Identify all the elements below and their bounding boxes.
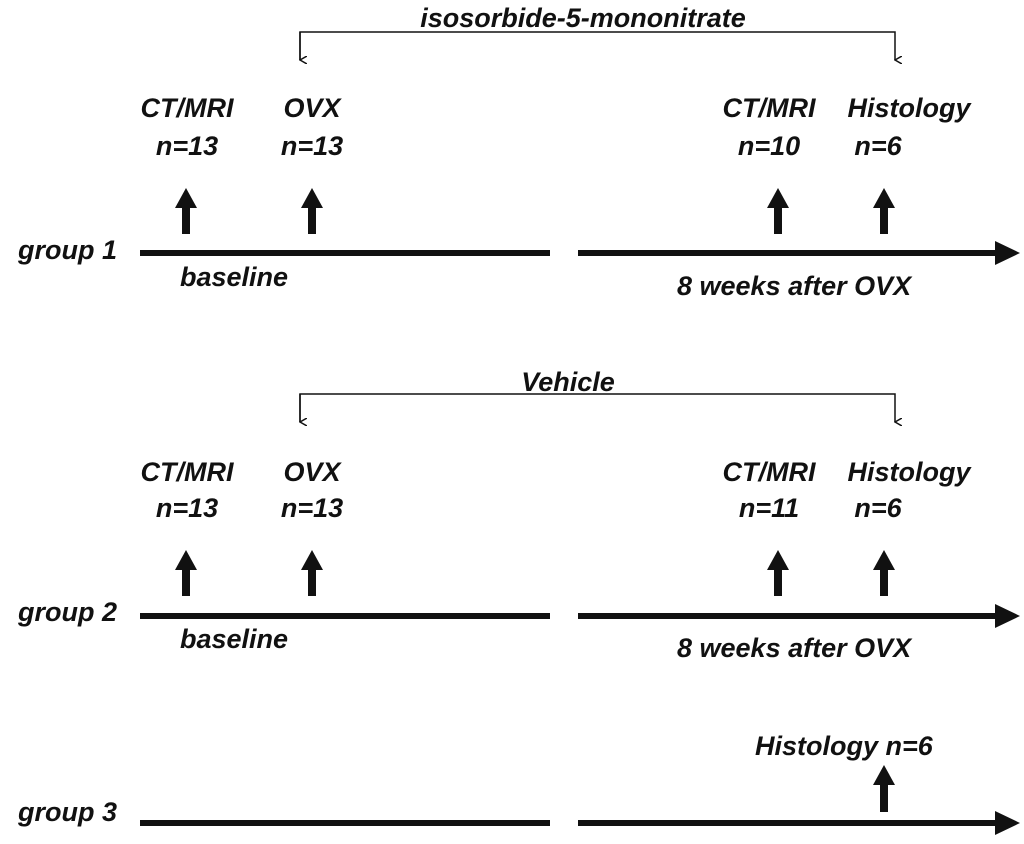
event-n-histology-group-1: n=6	[854, 131, 902, 161]
event-n-histology-group-2: n=6	[854, 493, 902, 523]
treatment-label-group-2: Vehicle	[521, 367, 615, 397]
event-title-ct-mri-followup-group-1: CT/MRI	[722, 93, 816, 123]
event-title-histology-group-2: Histology	[847, 457, 971, 487]
treatment-bracket-group-1	[300, 32, 895, 60]
event-n-ovx-group-2: n=13	[280, 493, 344, 523]
up-arrow-ovx-group-1	[301, 188, 323, 234]
event-title-ct-mri-followup-group-2: CT/MRI	[722, 457, 816, 487]
up-arrow-ct-mri-baseline-group-1	[175, 188, 197, 234]
event-n-ct-mri-baseline-group-1: n=13	[155, 131, 219, 161]
event-title-ovx-group-2: OVX	[283, 457, 341, 487]
group-label-1: group 1	[18, 235, 117, 265]
up-arrow-histology-group-3	[873, 765, 895, 812]
event-n-ct-mri-followup-group-2: n=11	[738, 493, 800, 523]
event-title-ct-mri-baseline-group-2: CT/MRI	[140, 457, 234, 487]
event-title-histology-group-1: Histology	[847, 93, 971, 123]
up-arrow-histology-group-1	[873, 188, 895, 234]
up-arrow-ct-mri-baseline-group-2	[175, 550, 197, 596]
up-arrow-ct-mri-followup-group-2	[767, 550, 789, 596]
event-histology-group-3: Histology n=6	[755, 731, 933, 761]
timeline-group-1	[140, 241, 1020, 265]
timeline-group-2	[140, 604, 1020, 628]
treatment-label-group-1: isosorbide-5-mononitrate	[420, 3, 746, 33]
event-n-ovx-group-1: n=13	[280, 131, 344, 161]
event-n-ct-mri-followup-group-1: n=10	[737, 131, 801, 161]
group-label-2: group 2	[18, 597, 117, 627]
group-label-3: group 3	[18, 797, 117, 827]
event-n-ct-mri-baseline-group-2: n=13	[155, 493, 219, 523]
phase-baseline-group-2: baseline	[180, 624, 289, 654]
treatment-bracket-group-2	[300, 394, 895, 422]
timeline-group-3	[140, 811, 1020, 835]
phase-baseline-group-1: baseline	[180, 262, 289, 292]
up-arrow-ct-mri-followup-group-1	[767, 188, 789, 234]
event-title-ovx-group-1: OVX	[283, 93, 341, 123]
up-arrow-histology-group-2	[873, 550, 895, 596]
event-title-ct-mri-baseline-group-1: CT/MRI	[140, 93, 234, 123]
phase-followup-group-2: 8 weeks after OVX	[677, 633, 912, 663]
phase-followup-group-1: 8 weeks after OVX	[677, 271, 912, 301]
up-arrow-ovx-group-2	[301, 550, 323, 596]
